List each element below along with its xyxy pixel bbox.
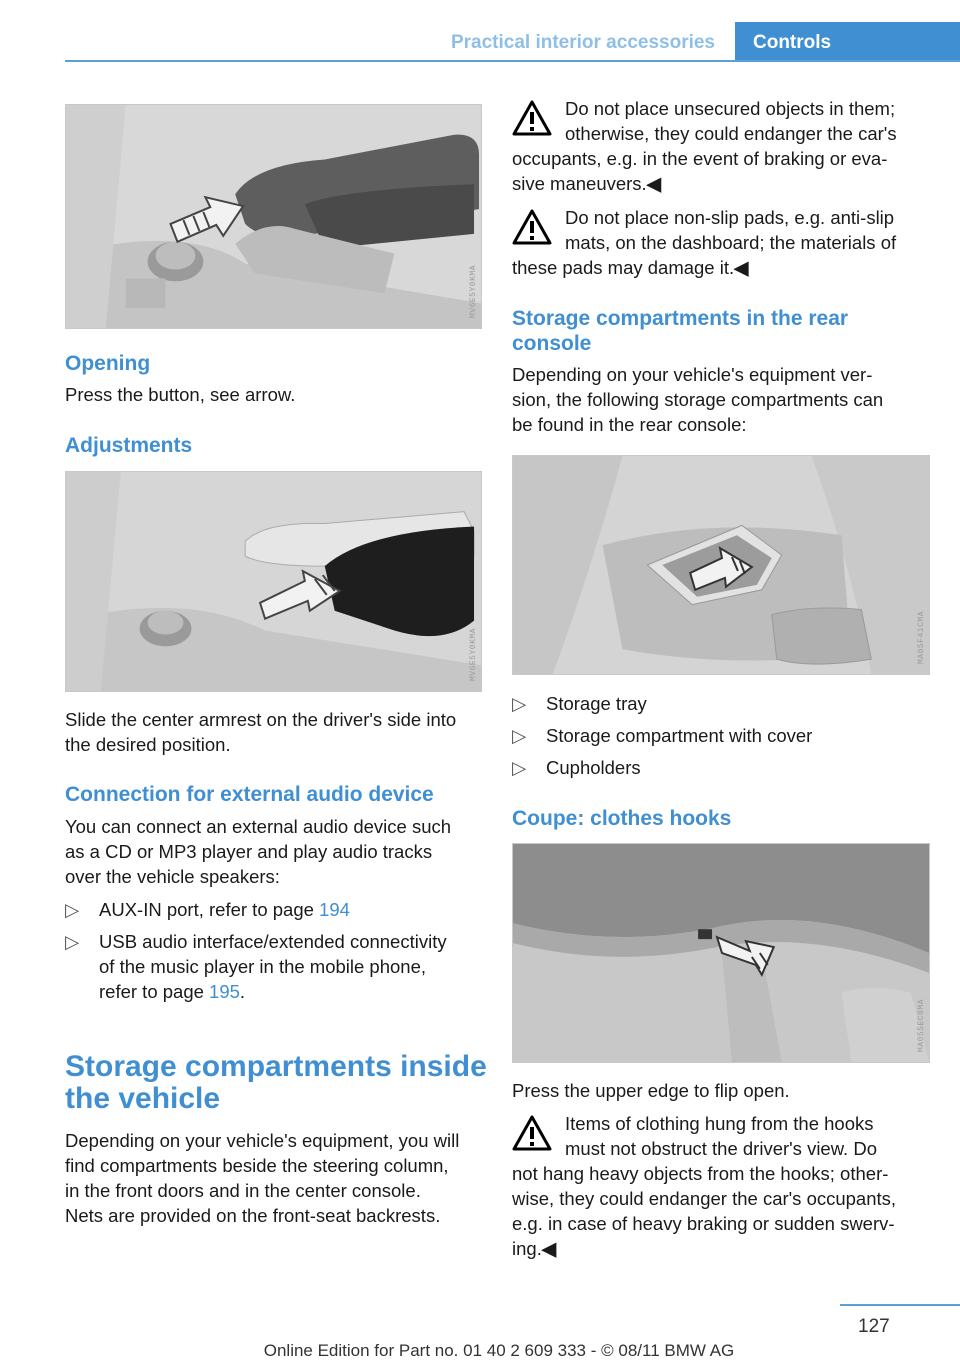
- opening-text: Press the button, see arrow.: [65, 384, 296, 405]
- list-item-text: Cupholders: [546, 757, 641, 778]
- list-item-text: .: [239, 981, 246, 1002]
- page-number: 127: [858, 1316, 890, 1337]
- list-item-text: refer to page: [99, 981, 210, 1002]
- opening-heading: Opening: [65, 352, 151, 375]
- page-link[interactable]: 194: [319, 899, 350, 920]
- figure-code: MA05F41CMA: [917, 610, 926, 664]
- list-item-text: Storage tray: [546, 693, 647, 714]
- rear-heading-line: Storage compartments in the rear: [512, 307, 849, 330]
- end-mark: ◀: [541, 1238, 557, 1259]
- adjustments-text-line: Slide the center armrest on the driver's side into: [65, 709, 457, 730]
- warning-block: [512, 1111, 932, 1261]
- warning-text-line: e.g. in case of heavy braking or sudden swerv-: [512, 1213, 895, 1234]
- list-item-text: AUX-IN port, refer to page: [99, 899, 320, 920]
- bullet-marker: ▷: [65, 931, 80, 952]
- warning-text-line: ing.: [512, 1238, 542, 1259]
- storage-heading-line: the vehicle: [65, 1082, 221, 1115]
- clothes-hook-figure: [512, 843, 930, 1063]
- warning-triangle-icon: [512, 100, 552, 136]
- armrest-open-figure: [65, 104, 482, 329]
- adjustments-heading: Adjustments: [65, 434, 193, 457]
- rear-text-line: Depending on your vehicle's equipment ver-: [512, 364, 873, 385]
- warning-text-line: these pads may damage it.: [512, 257, 735, 278]
- header-rule: [65, 60, 960, 62]
- footer-text: Online Edition for Part no. 01 40 2 609 333 - © 08/11 BMW AG: [263, 1341, 735, 1360]
- end-mark: ◀: [646, 173, 661, 194]
- end-mark: ◀: [734, 257, 749, 278]
- audio-text-line: as a CD or MP3 player and play audio tracks: [65, 841, 433, 862]
- header-section-title: Practical interior accessories: [450, 32, 715, 53]
- list-item: [65, 929, 482, 1004]
- page-link[interactable]: 195: [209, 981, 240, 1002]
- storage-text-line: Depending on your vehicle's equipment, you will: [65, 1130, 460, 1151]
- rear-text-line: be found in the rear console:: [512, 414, 747, 435]
- coupe-heading: Coupe: clothes hooks: [512, 807, 732, 830]
- storage-text-line: find compartments beside the steering column,: [65, 1155, 449, 1176]
- warning-text-line: Items of clothing hung from the hooks: [565, 1113, 874, 1134]
- audio-text-line: You can connect an external audio device such: [65, 816, 452, 837]
- header-chapter-tab: Controls: [735, 22, 960, 62]
- audio-heading: Connection for external audio device: [65, 783, 434, 806]
- warning-text-line: Do not place non-slip pads, e.g. anti-slip: [565, 207, 895, 228]
- warning-text-line: not hang heavy objects from the hooks; other-: [512, 1163, 889, 1184]
- bullet-marker: ▷: [512, 693, 527, 714]
- adjustments-text-line: the desired position.: [65, 734, 231, 755]
- warning-text-line: Do not place unsecured objects in them;: [565, 98, 896, 119]
- bullet-marker: ▷: [65, 899, 80, 920]
- audio-text-line: over the vehicle speakers:: [65, 866, 280, 887]
- rear-heading-line: console: [512, 332, 592, 355]
- list-item-text: of the music player in the mobile phone,: [99, 956, 427, 977]
- warning-text-line: mats, on the dashboard; the materials of: [565, 232, 897, 253]
- rear-text-line: sion, the following storage compartments can: [512, 389, 884, 410]
- warning-block: [512, 96, 932, 196]
- warning-triangle-icon: [512, 1115, 552, 1151]
- warning-text-line: sive maneuvers.: [512, 173, 647, 194]
- storage-text-line: in the front doors and in the center console.: [65, 1180, 421, 1201]
- warning-block: [512, 205, 932, 280]
- bullet-marker: ▷: [512, 757, 527, 778]
- storage-text-line: Nets are provided on the front-seat backrests.: [65, 1205, 441, 1226]
- coupe-text: Press the upper edge to flip open.: [512, 1080, 790, 1101]
- storage-heading-line: Storage compartments inside: [65, 1050, 487, 1083]
- rear-console-figure: [512, 455, 930, 675]
- warning-triangle-icon: [512, 209, 552, 245]
- warning-text-line: otherwise, they could endanger the car's: [565, 123, 897, 144]
- armrest-adjust-figure: [65, 471, 482, 692]
- warning-text-line: wise, they could endanger the car's occupants,: [512, 1188, 897, 1209]
- warning-text-line: occupants, e.g. in the event of braking or eva-: [512, 148, 888, 169]
- figure-code: MV6E5Y0KMA: [469, 627, 478, 681]
- warning-text-line: must not obstruct the driver's view. Do: [565, 1138, 877, 1159]
- list-item-text: Storage compartment with cover: [546, 725, 813, 746]
- figure-code: MV6E5Y0KMA: [469, 264, 478, 318]
- bullet-marker: ▷: [512, 725, 527, 746]
- footer-rule: [840, 1304, 960, 1306]
- figure-code: MA055EC0MA: [917, 998, 926, 1052]
- list-item-text: USB audio interface/extended connectivity: [99, 931, 447, 952]
